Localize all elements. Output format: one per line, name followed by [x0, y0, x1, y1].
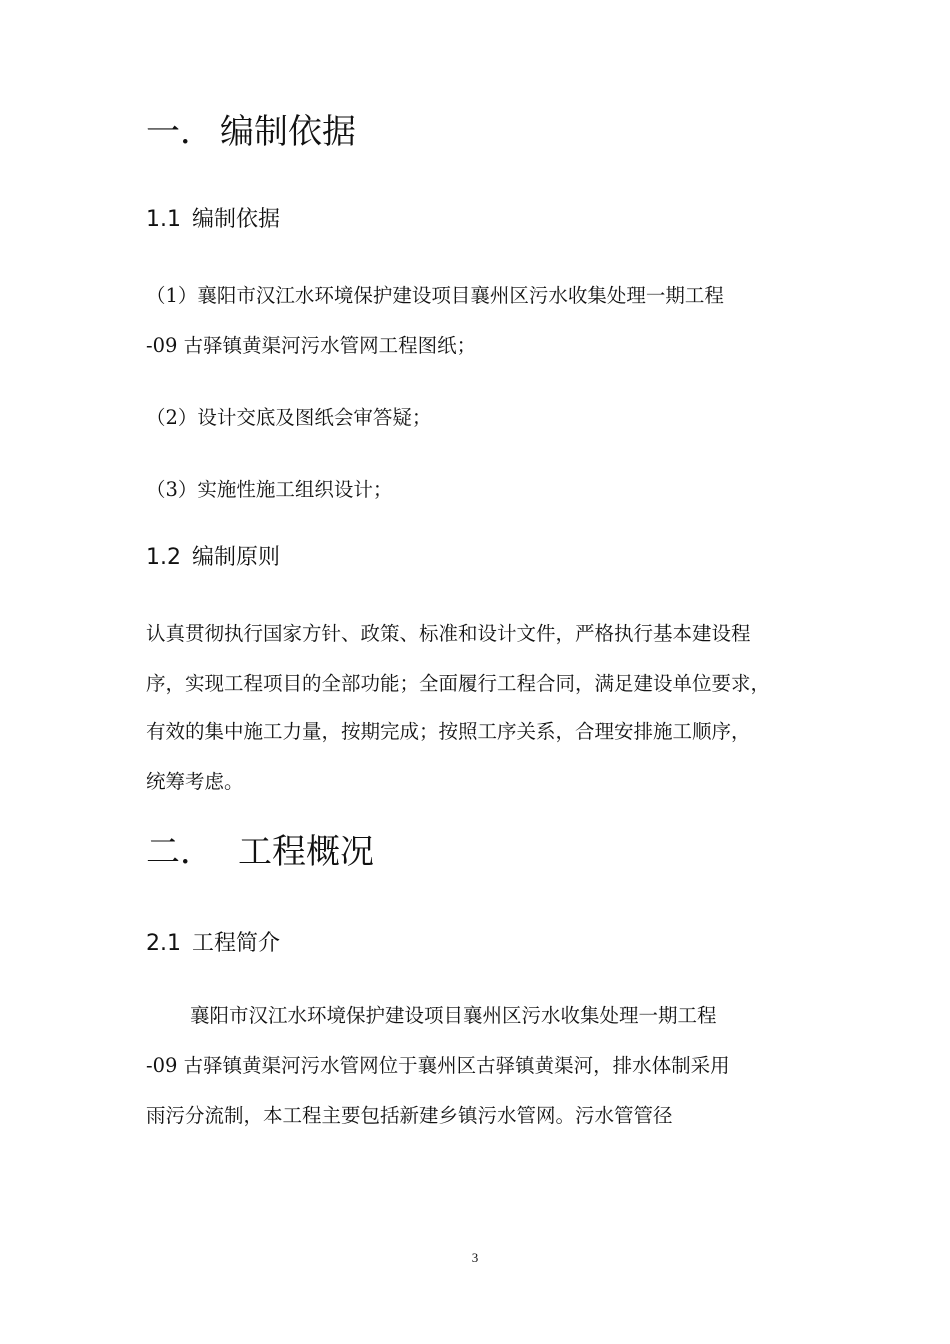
subsection-number: 2.1 — [146, 931, 181, 956]
paragraph-line: （1）襄阳市汉江水环境保护建设项目襄州区污水收集处理一期工程 — [146, 284, 724, 307]
paragraph-line: 雨污分流制，本工程主要包括新建乡镇污水管网。污水管管径 — [146, 1104, 673, 1127]
subsection-title: 编制依据 — [192, 207, 281, 232]
paragraph-line: -09 古驿镇黄渠河污水管网位于襄州区古驿镇黄渠河，排水体制采用 — [146, 1054, 730, 1077]
subsection-title: 编制原则 — [192, 545, 281, 570]
section-heading-1 — [146, 112, 356, 152]
section-number: 一． — [146, 112, 214, 152]
subsection-number: 1.2 — [146, 545, 181, 570]
section-title: 编制依据 — [220, 112, 356, 152]
paragraph-line: （3）实施性施工组织设计； — [146, 478, 393, 501]
paragraph-line: 认真贯彻执行国家方针、政策、标准和设计文件，严格执行基本建设程 — [146, 622, 751, 645]
page-number: 3 — [471, 1250, 479, 1265]
subsection-heading-1-1 — [146, 206, 280, 234]
paragraph-line: 襄阳市汉江水环境保护建设项目襄州区污水收集处理一期工程 — [190, 1004, 717, 1027]
paragraph-line: 序，实现工程项目的全部功能；全面履行工程合同，满足建设单位要求， — [146, 672, 771, 695]
section-number: 二． — [146, 832, 214, 872]
subsection-heading-1-2 — [146, 544, 280, 572]
paragraph-line: -09 古驿镇黄渠河污水管网工程图纸； — [146, 334, 477, 357]
section-title: 工程概况 — [238, 832, 374, 872]
subsection-title: 工程简介 — [192, 931, 281, 956]
paragraph-line: （2）设计交底及图纸会审答疑； — [146, 406, 432, 429]
section-heading-2 — [146, 832, 374, 872]
subsection-heading-2-1 — [146, 930, 280, 958]
paragraph-line: 统筹考虑。 — [146, 770, 244, 793]
subsection-number: 1.1 — [146, 207, 181, 232]
paragraph-line: 有效的集中施工力量，按期完成；按照工序关系，合理安排施工顺序， — [146, 720, 751, 743]
